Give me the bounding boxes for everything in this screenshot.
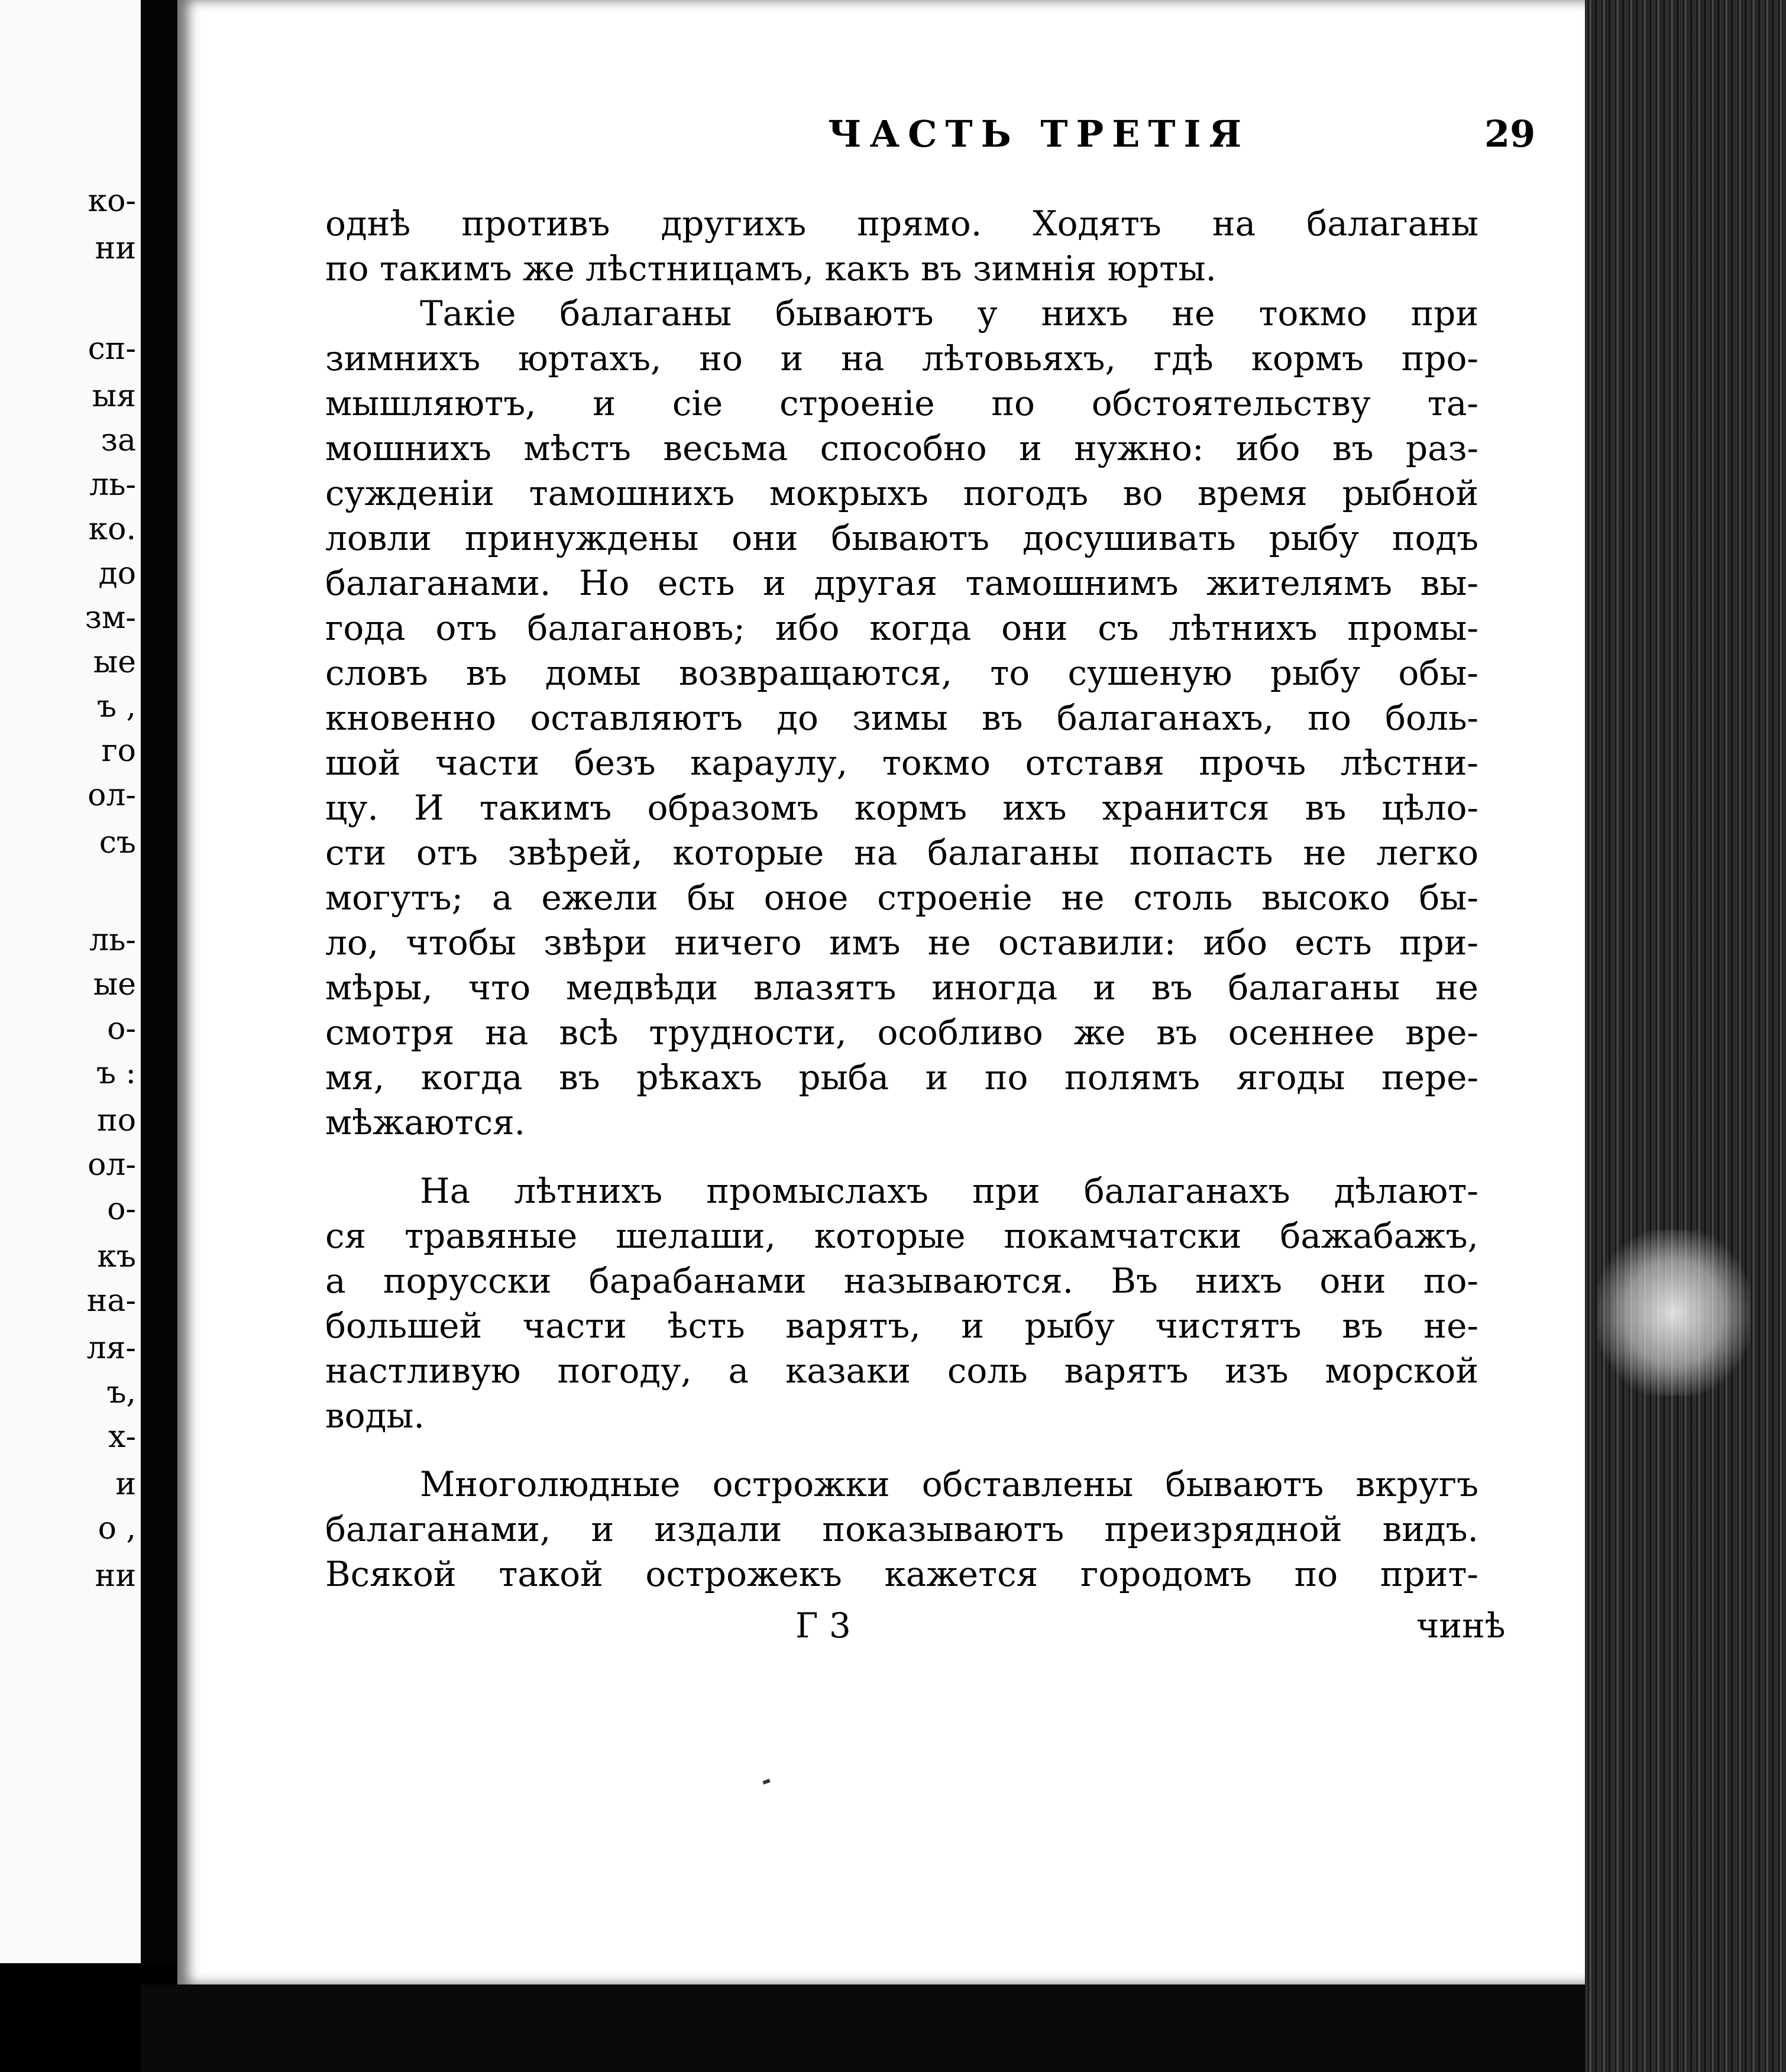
text-line: словъ въ домы возвращаются, то сушеную рыбу обы- [325,653,1478,693]
paragraph [325,1168,1478,1438]
left-page-line-fragment: ъ, [106,1375,136,1410]
text-line: Такіе балаганы бываютъ у нихъ не токмо при [420,293,1478,334]
left-page-line-fragment: къ [97,1239,136,1274]
text-line: мя, когда въ рѣкахъ рыба и по полямъ ягоды пере- [325,1057,1478,1097]
book-gutter [141,0,182,1963]
text-line: Всякой такой острожекъ кажется городомъ по прит- [325,1554,1478,1594]
left-page-line-fragment: ни [95,1558,136,1594]
text-line: мѣжаются. [325,1102,526,1142]
text-line: однѣ противъ другихъ прямо. Ходятъ на балаганы [325,203,1478,244]
text-line: шой части безъ караулу, токмо отставя прочь лѣстни- [325,743,1478,783]
left-page-line-fragment: ко. [88,511,136,547]
left-page-line-fragment: съ [99,825,136,860]
text-line: года отъ балагановъ; ибо когда они съ лѣтнихъ промы- [325,608,1478,648]
text-line: сужденіи тамошнихъ мокрыхъ погодъ во время рыбной [325,473,1478,513]
left-page-line-fragment: на- [86,1283,136,1319]
paragraph [325,201,1478,291]
text-line: цу. И такимъ образомъ кормъ ихъ хранится въ цѣло- [325,788,1478,828]
left-page-line-fragment: ыя [92,378,136,414]
text-line: большей части ѣсть варятъ, и рыбу чистятъ въ не- [325,1306,1478,1346]
page-number: 29 [1484,112,1536,156]
text-line: настливую погоду, а казаки соль варятъ изъ морской [325,1351,1478,1391]
body-text [325,201,1478,1597]
ink-speck [762,1779,770,1785]
text-line: могутъ; а ежели бы оное строеніе не столь высоко бы- [325,878,1478,918]
catchword: чинѣ [1416,1605,1506,1646]
text-line: ло, чтобы звѣри ничего имъ не оставили: ибо есть при- [325,922,1478,963]
left-page-line-fragment: ые [93,967,136,1002]
left-page-line-fragment: ни [95,231,136,266]
running-head: ЧАСТЬ ТРЕТІЯ [828,112,1250,156]
left-page-line-fragment: до [98,556,136,591]
left-page-line-fragment: х- [108,1419,136,1455]
left-page-line-fragment: ль- [89,467,136,503]
text-line: мошнихъ мѣстъ весьма способно и нужно: ибо въ раз- [325,428,1478,468]
page [177,0,1585,1984]
text-line: сти отъ звѣрей, которые на балаганы попасть не легко [325,833,1478,873]
left-page-line-fragment: ол- [88,778,136,813]
left-page-line-fragment: го [101,733,136,769]
book-page-edges [1585,0,1786,2072]
text-line: балаганами, и издали показываютъ преизрядной видъ. [325,1509,1478,1549]
text-line: балаганами. Но есть и другая тамошнимъ жителямъ вы- [325,563,1478,603]
left-page-line-fragment: ол- [88,1147,136,1183]
left-page-line-fragment: ъ , [96,689,136,724]
signature-mark: Г 3 [795,1605,851,1646]
page-bottom-shadow [141,1984,1585,2072]
paragraph [325,1462,1478,1597]
text-line: На лѣтнихъ промыслахъ при балаганахъ дѣлают- [420,1171,1478,1211]
left-page-line-fragment: о , [98,1511,136,1546]
text-line: зимнихъ юртахъ, но и на лѣтовьяхъ, гдѣ кормъ про- [325,338,1478,378]
paragraph-gap [325,1145,1478,1168]
edge-stain [1597,1230,1751,1396]
text-line: ся травяные шелаши, которые покамчатски бажабажъ, [325,1216,1478,1256]
left-page-line-fragment: ъ : [96,1056,136,1091]
paragraph-gap [325,1438,1478,1462]
text-line: мѣры, что медвѣди влазятъ иногда и въ балаганы не [325,967,1478,1008]
text-line: Многолюдные острожки обставлены бываютъ вкругъ [420,1464,1478,1504]
left-page-line-fragment: зм- [85,600,136,636]
left-page-line-fragment: ль- [89,922,136,958]
left-page-line-fragment: о- [107,1192,136,1227]
left-page-line-fragment: ые [93,645,136,680]
text-line: по такимъ же лѣстницамъ, какъ въ зимнія юрты. [325,248,1216,289]
text-line: смотря на всѣ трудности, особливо же въ осеннее вре- [325,1012,1478,1053]
paragraph [325,291,1478,1145]
left-page-line-fragment: и [115,1466,136,1502]
text-line: ловли принуждены они бываютъ досушивать рыбу подъ [325,518,1478,558]
left-facing-page [0,0,141,1963]
left-page-line-fragment: сп- [88,331,136,367]
left-page-line-fragment: по [97,1103,136,1138]
text-line: кновенно оставляютъ до зимы въ балаганахъ, по боль- [325,698,1478,738]
left-page-line-fragment: за [101,423,136,458]
text-line: а порусски барабанами называются. Въ нихъ они по- [325,1261,1478,1301]
left-page-line-fragment: о- [107,1011,136,1047]
text-line: воды. [325,1396,425,1436]
left-page-line-fragment: ля- [86,1330,136,1366]
left-page-line-fragment: ко- [88,183,136,219]
text-line: мышляютъ, и сіе строеніе по обстоятельству та- [325,383,1478,423]
